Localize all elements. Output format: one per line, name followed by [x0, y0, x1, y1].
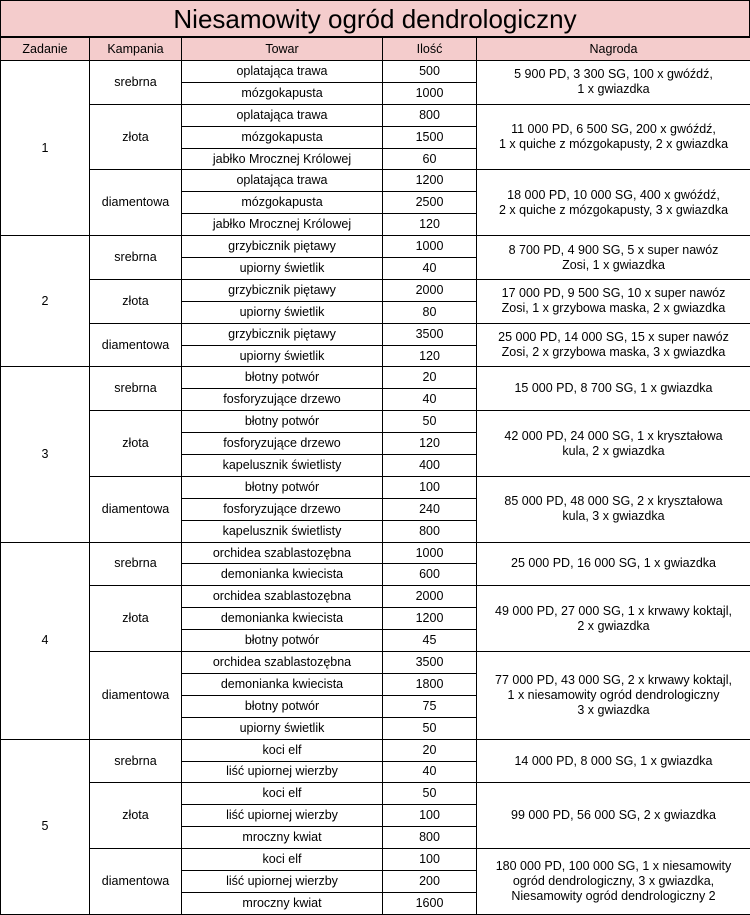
table-row	[1, 739, 750, 761]
reward-cell	[477, 652, 750, 740]
reward-cell	[477, 170, 750, 236]
reward-line: 2 x gwiazdka	[477, 619, 750, 634]
quantity-cell: 75	[383, 695, 477, 717]
good-cell: koci elf	[182, 739, 383, 761]
quantity-cell: 100	[383, 849, 477, 871]
quantity-cell: 50	[383, 411, 477, 433]
table-row	[1, 367, 750, 389]
good-cell: koci elf	[182, 849, 383, 871]
good-cell: mózgokapusta	[182, 82, 383, 104]
header-towar: Towar	[182, 38, 383, 61]
table-row	[1, 542, 750, 564]
reward-line: kula, 2 x gwiazdka	[477, 444, 750, 459]
quantity-cell: 1200	[383, 608, 477, 630]
header-kampania: Kampania	[90, 38, 182, 61]
quantity-cell: 800	[383, 827, 477, 849]
quantity-cell: 1000	[383, 236, 477, 258]
quantity-cell: 500	[383, 61, 477, 83]
table-row	[1, 849, 750, 871]
good-cell: demonianka kwiecista	[182, 673, 383, 695]
header-zadanie: Zadanie	[1, 38, 90, 61]
reward-line: 25 000 PD, 14 000 SG, 15 x super nawóz	[477, 330, 750, 345]
reward-line: ogród dendrologiczny, 3 x gwiazdka,	[477, 874, 750, 889]
good-cell: kapelusznik świetlisty	[182, 455, 383, 477]
table-row	[1, 279, 750, 301]
good-cell: kapelusznik świetlisty	[182, 520, 383, 542]
quantity-cell: 20	[383, 739, 477, 761]
campaign-cell: srebrna	[90, 739, 182, 783]
reward-line: 17 000 PD, 9 500 SG, 10 x super nawóz	[477, 286, 750, 301]
reward-cell	[477, 279, 750, 323]
reward-cell	[477, 61, 750, 105]
reward-line: 2 x quiche z mózgokapusty, 3 x gwiazdka	[477, 203, 750, 218]
reward-cell	[477, 542, 750, 586]
quantity-cell: 200	[383, 870, 477, 892]
table-row	[1, 104, 750, 126]
quantity-cell: 1500	[383, 126, 477, 148]
good-cell: mroczny kwiat	[182, 892, 383, 914]
table-row	[1, 586, 750, 608]
rewards-table	[0, 37, 750, 915]
good-cell: błotny potwór	[182, 476, 383, 498]
reward-cell	[477, 849, 750, 915]
good-cell: błotny potwór	[182, 695, 383, 717]
campaign-cell: złota	[90, 783, 182, 849]
header-ilosc: Ilość	[383, 38, 477, 61]
reward-line: Zosi, 2 x grzybowa maska, 3 x gwiazdka	[477, 345, 750, 360]
table-row	[1, 61, 750, 83]
good-cell: upiorny świetlik	[182, 345, 383, 367]
quantity-cell: 3500	[383, 652, 477, 674]
reward-line: 85 000 PD, 48 000 SG, 2 x kryształowa	[477, 494, 750, 509]
good-cell: upiorny świetlik	[182, 717, 383, 739]
campaign-cell: złota	[90, 104, 182, 170]
campaign-cell: diamentowa	[90, 849, 182, 915]
good-cell: oplatająca trawa	[182, 170, 383, 192]
quantity-cell: 40	[383, 761, 477, 783]
good-cell: orchidea szablastozębna	[182, 652, 383, 674]
good-cell: oplatająca trawa	[182, 104, 383, 126]
campaign-cell: diamentowa	[90, 170, 182, 236]
task-id-cell: 1	[1, 61, 90, 236]
good-cell: oplatająca trawa	[182, 61, 383, 83]
quantity-cell: 800	[383, 104, 477, 126]
table-body	[1, 61, 750, 915]
quantity-cell: 1000	[383, 542, 477, 564]
good-cell: błotny potwór	[182, 367, 383, 389]
header-nagroda: Nagroda	[477, 38, 750, 61]
quantity-cell: 2000	[383, 279, 477, 301]
good-cell: liść upiornej wierzby	[182, 761, 383, 783]
quantity-cell: 2000	[383, 586, 477, 608]
campaign-cell: złota	[90, 411, 182, 477]
task-id-cell: 5	[1, 739, 90, 914]
campaign-cell: srebrna	[90, 367, 182, 411]
reward-line: Zosi, 1 x gwiazdka	[477, 258, 750, 273]
table-row	[1, 170, 750, 192]
quantity-cell: 800	[383, 520, 477, 542]
reward-line: 77 000 PD, 43 000 SG, 2 x krwawy koktajl,	[477, 673, 750, 688]
reward-line: Niesamowity ogród dendrologiczny 2	[477, 889, 750, 904]
quantity-cell: 240	[383, 498, 477, 520]
quantity-cell: 120	[383, 345, 477, 367]
reward-line: 11 000 PD, 6 500 SG, 200 x gwóźdź,	[477, 122, 750, 137]
good-cell: mózgokapusta	[182, 126, 383, 148]
good-cell: orchidea szablastozębna	[182, 542, 383, 564]
reward-line: kula, 3 x gwiazdka	[477, 509, 750, 524]
quantity-cell: 3500	[383, 323, 477, 345]
reward-line: 5 900 PD, 3 300 SG, 100 x gwóźdź,	[477, 67, 750, 82]
good-cell: grzybicznik piętawy	[182, 323, 383, 345]
quantity-cell: 120	[383, 433, 477, 455]
quantity-cell: 80	[383, 301, 477, 323]
reward-line: 42 000 PD, 24 000 SG, 1 x kryształowa	[477, 429, 750, 444]
quantity-cell: 600	[383, 564, 477, 586]
reward-line: 15 000 PD, 8 700 SG, 1 x gwiazdka	[477, 381, 750, 396]
reward-line: 49 000 PD, 27 000 SG, 1 x krwawy koktajl,	[477, 604, 750, 619]
quantity-cell: 100	[383, 805, 477, 827]
reward-line: 1 x quiche z mózgokapusty, 2 x gwiazdka	[477, 137, 750, 152]
table-row	[1, 783, 750, 805]
good-cell: jabłko Mrocznej Królowej	[182, 148, 383, 170]
good-cell: fosforyzujące drzewo	[182, 389, 383, 411]
reward-line: 8 700 PD, 4 900 SG, 5 x super nawóz	[477, 243, 750, 258]
campaign-cell: srebrna	[90, 542, 182, 586]
task-id-cell: 4	[1, 542, 90, 739]
quantity-cell: 1200	[383, 170, 477, 192]
good-cell: upiorny świetlik	[182, 258, 383, 280]
table-row	[1, 652, 750, 674]
reward-line: 180 000 PD, 100 000 SG, 1 x niesamowity	[477, 859, 750, 874]
good-cell: jabłko Mrocznej Królowej	[182, 214, 383, 236]
good-cell: błotny potwór	[182, 411, 383, 433]
reward-cell	[477, 476, 750, 542]
reward-cell	[477, 367, 750, 411]
quantity-cell: 120	[383, 214, 477, 236]
reward-line: 99 000 PD, 56 000 SG, 2 x gwiazdka	[477, 808, 750, 823]
campaign-cell: złota	[90, 279, 182, 323]
reward-line: 25 000 PD, 16 000 SG, 1 x gwiazdka	[477, 556, 750, 571]
campaign-cell: diamentowa	[90, 476, 182, 542]
quantity-cell: 50	[383, 717, 477, 739]
task-id-cell: 3	[1, 367, 90, 542]
campaign-cell: srebrna	[90, 61, 182, 105]
quantity-cell: 50	[383, 783, 477, 805]
reward-cell	[477, 783, 750, 849]
table-row	[1, 236, 750, 258]
campaign-cell: złota	[90, 586, 182, 652]
reward-cell	[477, 586, 750, 652]
good-cell: mózgokapusta	[182, 192, 383, 214]
quantity-cell: 400	[383, 455, 477, 477]
reward-line: 14 000 PD, 8 000 SG, 1 x gwiazdka	[477, 754, 750, 769]
quantity-cell: 1000	[383, 82, 477, 104]
table-row	[1, 411, 750, 433]
good-cell: demonianka kwiecista	[182, 564, 383, 586]
quantity-cell: 60	[383, 148, 477, 170]
good-cell: upiorny świetlik	[182, 301, 383, 323]
quantity-cell: 1600	[383, 892, 477, 914]
reward-line: 1 x gwiazdka	[477, 82, 750, 97]
quantity-cell: 20	[383, 367, 477, 389]
good-cell: liść upiornej wierzby	[182, 870, 383, 892]
reward-cell	[477, 411, 750, 477]
good-cell: mroczny kwiat	[182, 827, 383, 849]
reward-line: 3 x gwiazdka	[477, 703, 750, 718]
quantity-cell: 40	[383, 389, 477, 411]
quantity-cell: 2500	[383, 192, 477, 214]
reward-cell	[477, 739, 750, 783]
reward-cell	[477, 236, 750, 280]
good-cell: liść upiornej wierzby	[182, 805, 383, 827]
quantity-cell: 1800	[383, 673, 477, 695]
good-cell: błotny potwór	[182, 630, 383, 652]
good-cell: grzybicznik piętawy	[182, 279, 383, 301]
good-cell: koci elf	[182, 783, 383, 805]
quantity-cell: 45	[383, 630, 477, 652]
campaign-cell: srebrna	[90, 236, 182, 280]
table-header-row	[1, 38, 750, 61]
good-cell: grzybicznik piętawy	[182, 236, 383, 258]
reward-line: Zosi, 1 x grzybowa maska, 2 x gwiazdka	[477, 301, 750, 316]
reward-line: 1 x niesamowity ogród dendrologiczny	[477, 688, 750, 703]
reward-cell	[477, 323, 750, 367]
task-id-cell: 2	[1, 236, 90, 367]
campaign-cell: diamentowa	[90, 652, 182, 740]
good-cell: fosforyzujące drzewo	[182, 498, 383, 520]
reward-cell	[477, 104, 750, 170]
table-row	[1, 476, 750, 498]
good-cell: fosforyzujące drzewo	[182, 433, 383, 455]
reward-line: 18 000 PD, 10 000 SG, 400 x gwóźdź,	[477, 188, 750, 203]
good-cell: orchidea szablastozębna	[182, 586, 383, 608]
page-title: Niesamowity ogród dendrologiczny	[0, 0, 750, 37]
campaign-cell: diamentowa	[90, 323, 182, 367]
quantity-cell: 40	[383, 258, 477, 280]
table-row	[1, 323, 750, 345]
quantity-cell: 100	[383, 476, 477, 498]
good-cell: demonianka kwiecista	[182, 608, 383, 630]
